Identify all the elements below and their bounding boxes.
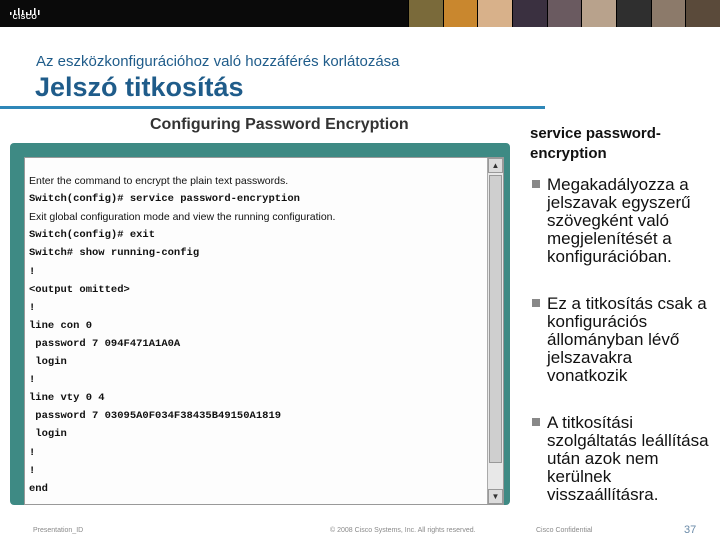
header-photo [651,0,686,27]
bullet-item [532,295,712,385]
terminal-line: Switch(config)# exit [29,229,156,242]
header-photo [547,0,582,27]
bullet-item [532,176,712,266]
panel-heading: Configuring Password Encryption [150,116,409,133]
footer-copyright: © 2008 Cisco Systems, Inc. All rights reserved. [330,527,476,534]
logo-text: CISCO [12,14,38,21]
terminal-line: end [29,482,48,495]
terminal-line: line con 0 [29,319,93,332]
terminal-line: Switch(config)# service password-encryption [29,193,300,206]
terminal-line: ! [29,265,36,278]
terminal-line: login [29,428,67,441]
terminal-scrollbar[interactable] [487,158,503,505]
square-bullet-icon [532,299,540,307]
terminal-line: password 7 03095A0F034F38435B49150A1819 [29,410,282,423]
top-banner [0,0,720,27]
terminal-line: ! [29,464,36,477]
terminal-line: <output omitted> [29,283,130,296]
bullet-text: Ez a titkosítás csak a konfigurációs állományban lévő jelszavakra vonatkozik [547,294,707,385]
terminal-line: Switch# show running-config [29,247,200,260]
footer-presentation-id: Presentation_ID [33,527,84,534]
slide-title: Jelszó titkosítás [35,72,244,102]
title-divider [0,106,545,109]
arrow-up-icon[interactable]: ▲ [488,158,503,173]
bullet-text: Megakadályozza a jelszavak egyszerű szövegként való megjelenítését a konfigurációban. [547,175,691,266]
terminal-line: Exit global configuration mode and view the running configuration. [29,211,336,224]
header-photo [477,0,512,27]
scrollbar-thumb[interactable] [489,175,502,463]
terminal-line: login [29,356,67,368]
header-photo [581,0,616,27]
cisco-logo [8,4,42,23]
terminal-line: line vty 0 4 [29,392,105,405]
header-photo [443,0,478,27]
page-number: 37 [684,524,697,536]
terminal-line: Enter the command to encrypt the plain text passwords. [29,175,289,187]
square-bullet-icon [532,418,540,426]
header-photo [408,0,443,27]
header-photo [512,0,547,27]
terminal-line: ! [29,374,36,387]
slide-subtitle: Az eszközkonfigurációhoz való hozzáférés korlátozása [36,53,400,70]
header-photo [616,0,651,27]
bullet-item [532,414,712,504]
arrow-down-icon[interactable]: ▼ [488,489,503,504]
footer-confidential: Cisco Confidential [536,527,593,534]
terminal-line: ! [29,301,36,314]
header-photo [685,0,720,27]
square-bullet-icon [532,180,540,188]
terminal-line: ! [29,446,36,459]
command-name: service password-encryption [530,125,661,162]
photo-strip [408,0,720,27]
terminal-line: password 7 094F471A1A0A [29,337,181,350]
bullet-text: A titkosítási szolgáltatás leállítása után azok nem kerülnek visszaállításra. [547,413,709,504]
terminal-window [24,157,504,505]
